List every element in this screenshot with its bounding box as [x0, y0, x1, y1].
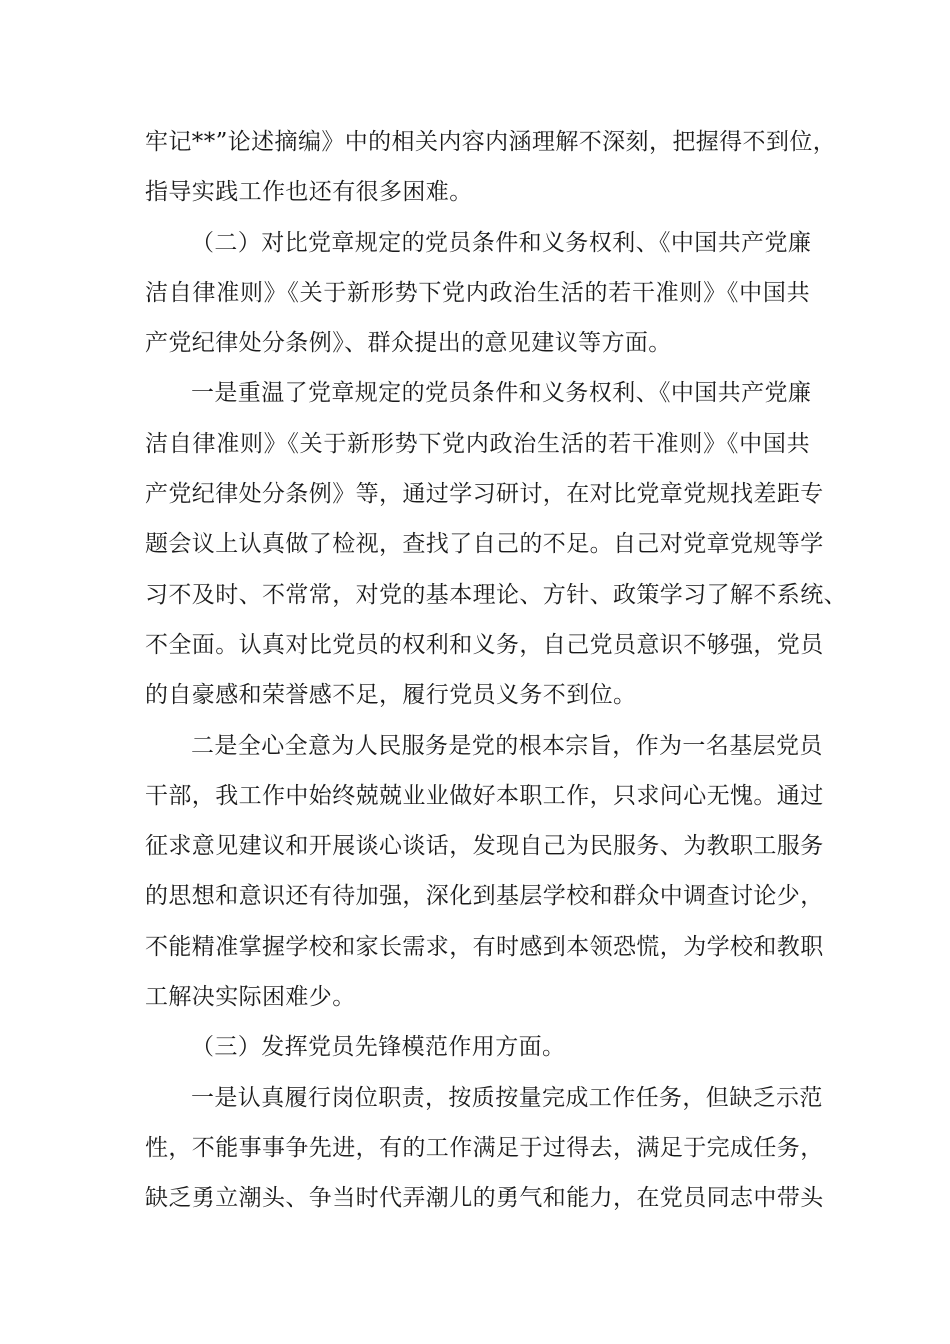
- text-line: 不全面。认真对比党员的权利和义务，自己党员意识不够强，党员: [145, 631, 824, 658]
- paragraph-start: 一是重温了党章规定的党员条件和义务权利、《中国共产党廉: [191, 380, 812, 407]
- text-line: 性，不能事事争先进，有的工作满足于过得去，满足于完成任务，: [145, 1134, 824, 1161]
- text-line: 的思想和意识还有待加强，深化到基层学校和群众中调查讨论少，: [145, 883, 824, 910]
- text-line: 牢记**”论述摘编》中的相关内容内涵理解不深刻，把握得不到位，: [145, 129, 837, 155]
- text-line: 习不及时、不常常，对党的基本理论、方针、政策学习了解不系统、: [145, 581, 847, 608]
- text-line: 征求意见建议和开展谈心谈话，发现自己为民服务、为教职工服务: [145, 833, 824, 860]
- text-line: 指导实践工作也还有很多困难。: [145, 179, 473, 206]
- paragraph-start: 一是认真履行岗位职责，按质按量完成工作任务，但缺乏示范: [191, 1084, 823, 1111]
- paragraph-start: 二是全心全意为人民服务是党的根本宗旨，作为一名基层党员: [191, 732, 823, 759]
- text-line: 产党纪律处分条例》等，通过学习研讨，在对比党章党规找差距专: [145, 481, 824, 508]
- text-line: 工解决实际困难少。: [145, 984, 356, 1011]
- text-line: 产党纪律处分条例》、群众提出的意见建议等方面。: [145, 330, 672, 357]
- text-line: 洁自律准则》《关于新形势下党内政治生活的若干准则》《中国共: [145, 430, 810, 457]
- text-line: 洁自律准则》《关于新形势下党内政治生活的若干准则》《中国共: [145, 279, 810, 306]
- text-line: 题会议上认真做了检视，查找了自己的不足。自己对党章党规等学: [145, 531, 824, 558]
- text-line: 干部，我工作中始终兢兢业业做好本职工作，只求问心无愧。通过: [145, 782, 824, 809]
- text-line: 不能精准掌握学校和家长需求，有时感到本领恐慌，为学校和教职: [145, 933, 824, 960]
- text-line: 缺乏勇立潮头、争当时代弄潮儿的勇气和能力，在党员同志中带头: [145, 1185, 824, 1212]
- text-line: 的自豪感和荣誉感不足，履行党员义务不到位。: [145, 682, 637, 709]
- section-heading-2: （二）对比党章规定的党员条件和义务权利、《中国共产党廉: [191, 229, 812, 256]
- section-heading-3: （三）发挥党员先锋模范作用方面。: [191, 1034, 566, 1061]
- document-body: [145, 127, 847, 1234]
